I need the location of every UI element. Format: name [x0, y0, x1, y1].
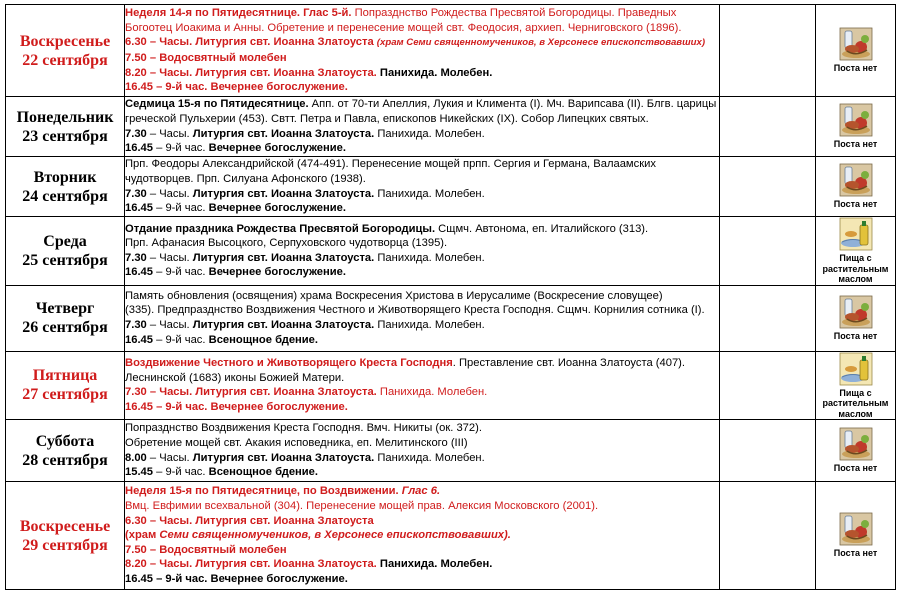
service-text: 6.30 – Часы. Литургия свт. Иоанна Златоуста: [125, 514, 374, 527]
service-line: [125, 172, 719, 187]
day-date: 26 сентября: [22, 319, 108, 336]
service-text: 15.45: [125, 466, 153, 479]
empty-cell: [720, 97, 816, 157]
service-text: Панихида. Молебен.: [374, 319, 485, 331]
service-line: [125, 127, 719, 142]
day-name: Четверг: [35, 300, 95, 317]
fasting-cell: [816, 97, 896, 157]
day-name: Суббота: [35, 432, 95, 450]
service-line: [125, 265, 719, 280]
service-text: Панихида. Молебен.: [376, 558, 493, 571]
schedule-rows: [6, 5, 896, 590]
service-line: [125, 201, 719, 216]
service-line: [125, 499, 719, 514]
service-text: 7.30: [125, 187, 147, 200]
service-text: 8.20 – Часы. Литургия свт. Иоанна Златоуста.: [125, 558, 377, 571]
service-text: – 9-й час.: [153, 266, 209, 279]
service-text: Воздвижение Честного и Животворящего Креста Господня: [125, 357, 453, 370]
oil-bottle-icon: [839, 217, 873, 251]
day-cell: [6, 217, 125, 286]
day-cell: [6, 97, 125, 157]
service-text: . Преставление свт. Иоанна Златоуста (407).: [452, 357, 686, 370]
service-line: [125, 236, 719, 251]
service-text: Отдание праздника Рождества Пресвятой Богородицы.: [125, 222, 436, 235]
day-row: [6, 5, 896, 97]
service-text: греческой Пульхерии (453). Свтт. Петра и Павла, епископов Никейских (IX). Собор Липецких святых.: [125, 112, 649, 125]
service-text: Панихида. Молебен.: [374, 127, 485, 140]
day-cell: [6, 351, 125, 420]
day-name: Пятница: [32, 367, 98, 385]
service-line: [125, 157, 719, 172]
fasting-cell: [816, 482, 896, 590]
empty-cell: [720, 217, 816, 286]
service-text: 7.30: [125, 127, 147, 140]
service-line: [125, 528, 719, 543]
service-text: – 9-й час.: [153, 466, 209, 479]
service-line: [125, 187, 719, 202]
service-line: [125, 21, 719, 36]
services-cell: [125, 5, 720, 97]
fasting-label: Пища с растительным маслом: [822, 253, 889, 284]
service-text: – Часы.: [146, 319, 193, 331]
services-cell: [125, 351, 720, 420]
service-text: Всенощное бдение.: [208, 333, 319, 346]
day-name: Вторник: [33, 168, 97, 186]
food-basket-icon: [839, 427, 873, 461]
day-cell: [6, 482, 125, 590]
day-date: 29 сентября: [22, 536, 108, 554]
service-text: Панихида. Молебен.: [376, 66, 493, 79]
service-text: 8.00: [125, 451, 147, 464]
service-text: – Часы.: [146, 451, 193, 464]
empty-cell: [720, 351, 816, 420]
service-line: [125, 333, 719, 348]
services-cell: [125, 420, 720, 482]
service-line: [125, 51, 719, 66]
day-date: 22 сентября: [22, 51, 108, 69]
service-text: Литургия свт. Иоанна Златоуста.: [192, 251, 375, 264]
fasting-label: Поста нет: [833, 199, 878, 210]
schedule-table: [5, 4, 896, 590]
service-line: [125, 222, 719, 237]
service-line: [125, 303, 719, 318]
day-cell: [6, 285, 125, 351]
service-line: [125, 289, 719, 304]
service-line: [125, 514, 719, 529]
service-line: [125, 66, 719, 81]
service-line: [125, 543, 719, 558]
service-text: 16.45 – 9-й час. Вечернее богослужение.: [125, 400, 348, 413]
day-date: 24 сентября: [22, 187, 108, 205]
service-text: – Часы.: [146, 251, 193, 264]
empty-cell: [720, 482, 816, 590]
service-text: Литургия свт. Иоанна Златоуста.: [192, 127, 375, 140]
service-text: Апп. от 70-ти Апеллия, Лукия и Климента (I). Мч. Варипсава (II). Блгв. царицы: [308, 98, 717, 111]
day-row: [6, 482, 896, 590]
service-text: – 9-й час.: [153, 333, 209, 346]
food-basket-icon: [839, 103, 873, 137]
service-line: [125, 356, 719, 371]
service-text: Попразднство Воздвижения Креста Господня. Вмч. Никиты (ок. 372).: [125, 422, 482, 435]
service-text: Панихида. Молебен.: [374, 187, 485, 200]
service-text: Вечернее богослужение.: [208, 142, 346, 155]
service-line: [125, 251, 719, 266]
food-basket-icon: [839, 163, 873, 197]
service-text: – Часы.: [146, 187, 193, 200]
service-text: 16.45: [125, 142, 153, 155]
service-text: 16.45: [125, 266, 153, 279]
service-text: 8.20 – Часы. Литургия свт. Иоанна Златоуста.: [125, 66, 377, 79]
service-text: (335). Предпразднство Воздвижения Честного и Животворящего Креста Господня. Сщмч. Корнилия сотника (I).: [125, 304, 705, 317]
day-cell: [6, 5, 125, 97]
oil-bottle-icon: [839, 352, 873, 386]
service-text: (храм: [125, 529, 160, 542]
service-text: Вечернее богослужение.: [208, 266, 346, 279]
service-text: Литургия свт. Иоанна Златоуста.: [192, 451, 375, 464]
day-cell: [6, 420, 125, 482]
services-cell: [125, 97, 720, 157]
empty-cell: [720, 285, 816, 351]
service-line: [125, 112, 719, 127]
day-name: Понедельник: [16, 108, 114, 126]
day-date: 23 сентября: [22, 127, 108, 145]
service-text: Прп. Феодоры Александрийской (474-491). Перенесение мощей прпп. Сергия и Германа, Валаамских: [125, 158, 656, 171]
service-text: Панихида. Молебен.: [374, 451, 485, 464]
day-row: [6, 351, 896, 420]
service-text: Обретение мощей свт. Акакия исповедника, еп. Мелитинского (III): [125, 436, 468, 449]
service-line: [125, 484, 719, 499]
service-text: Попразднство Рождества Пресвятой Богородицы. Праведных: [354, 7, 677, 20]
service-text: Неделя 14-я по Пятидесятнице. Глас 5-й.: [125, 7, 355, 20]
service-line: [125, 141, 719, 156]
service-text: Сщмч. Автонома, еп. Италийского (313).: [435, 222, 649, 235]
service-text: 7.30: [125, 319, 147, 331]
service-text: Всенощное бдение.: [208, 466, 319, 479]
day-date: 27 сентября: [22, 386, 108, 404]
service-line: [125, 436, 719, 451]
service-line: [125, 35, 719, 51]
service-text: – 9-й час.: [153, 202, 209, 215]
services-cell: [125, 285, 720, 351]
fasting-label: Поста нет: [833, 63, 878, 74]
day-cell: [6, 157, 125, 217]
service-text: Неделя 15-я по Пятидесятнице, по Воздвижении.: [125, 485, 399, 498]
service-text: 7.30: [125, 251, 147, 264]
service-text: Литургия свт. Иоанна Златоуста.: [192, 187, 375, 200]
fasting-label: Пища с растительным маслом: [822, 387, 889, 419]
fasting-label: Поста нет: [833, 463, 878, 474]
service-text: Седмица 15-я по Пятидесятнице.: [125, 98, 309, 111]
services-cell: [125, 217, 720, 286]
service-line: [125, 465, 719, 480]
service-line: [125, 6, 719, 21]
service-text: 16.45: [125, 333, 153, 346]
service-text: Прп. Афанасия Высоцкого, Серпуховского чудотворца (1395).: [125, 237, 448, 250]
food-basket-icon: [839, 27, 873, 61]
services-cell: [125, 482, 720, 590]
service-line: [125, 557, 719, 572]
day-row: [6, 285, 896, 351]
day-row: [6, 97, 896, 157]
service-text: – Часы.: [146, 127, 193, 140]
day-name: Воскресенье: [19, 517, 111, 535]
service-text: Память обновления (освящения) храма Воскресения Христова в Иерусалиме (Воскресение словущее): [125, 289, 663, 302]
service-text: Вмц. Евфимии всехвальной (304). Перенесение мощей прав. Алексия Московского (2001).: [125, 500, 599, 513]
service-text: Глас 6.: [398, 485, 441, 498]
service-text: 7.50 – Водосвятный молебен: [125, 52, 287, 64]
fasting-cell: [816, 420, 896, 482]
service-text: – 9-й час.: [153, 142, 209, 155]
fasting-cell: [816, 351, 896, 420]
fasting-label: Поста нет: [833, 330, 878, 341]
food-basket-icon: [839, 295, 873, 329]
day-name: Воскресенье: [19, 32, 111, 50]
service-text: Панихида. Молебен.: [374, 251, 485, 264]
day-date: 25 сентября: [22, 251, 108, 269]
service-text: 7.30 – Часы. Литургия свт. Иоанна Златоуста.: [125, 386, 377, 399]
service-line: [125, 97, 719, 112]
fasting-label: Поста нет: [833, 548, 878, 559]
service-text: 16.45: [125, 202, 153, 215]
service-text: Литургия свт. Иоанна Златоуста.: [192, 319, 375, 331]
service-text: Вечернее богослужение.: [208, 202, 346, 215]
empty-cell: [720, 5, 816, 97]
service-text: Панихида. Молебен.: [376, 386, 488, 399]
empty-cell: [720, 420, 816, 482]
service-text: 6.30 – Часы. Литургия свт. Иоанна Златоуста: [125, 36, 377, 49]
fasting-cell: [816, 5, 896, 97]
service-text: 7.50 – Водосвятный молебен: [125, 543, 287, 556]
day-name: Среда: [43, 232, 87, 250]
service-line: [125, 371, 719, 386]
day-row: [6, 420, 896, 482]
food-basket-icon: [839, 512, 873, 546]
service-line: [125, 572, 719, 587]
service-line: [125, 80, 719, 95]
service-line: [125, 400, 719, 415]
fasting-cell: [816, 217, 896, 286]
fasting-label: Поста нет: [833, 139, 878, 150]
service-line: [125, 385, 719, 400]
fasting-cell: [816, 157, 896, 217]
service-text: Леснинской (1683) иконы Божией Матери.: [125, 371, 345, 384]
services-cell: [125, 157, 720, 217]
service-text: Богоотец Иоакима и Анны. Обретение и перенесение мощей свт. Феодосия, архиеп. Черниговского (1896).: [125, 21, 682, 34]
service-line: [125, 451, 719, 466]
service-text: 16.45 – 9-й час. Вечернее богослужение.: [125, 572, 348, 585]
service-text: Семи священномучеников, в Херсонесе епископствовавших).: [159, 529, 511, 542]
day-row: [6, 157, 896, 217]
service-text: (храм Семи священномучеников, в Херсонесе епископствовавших): [376, 37, 706, 49]
fasting-cell: [816, 285, 896, 351]
day-date: 28 сентября: [22, 451, 108, 469]
service-text: 16.45 – 9-й час. Вечернее богослужение.: [125, 81, 348, 94]
service-line: [125, 318, 719, 333]
day-row: [6, 217, 896, 286]
service-text: чудотворцев. Прп. Силуана Афонского (1938).: [125, 172, 366, 185]
empty-cell: [720, 157, 816, 217]
service-line: [125, 421, 719, 436]
